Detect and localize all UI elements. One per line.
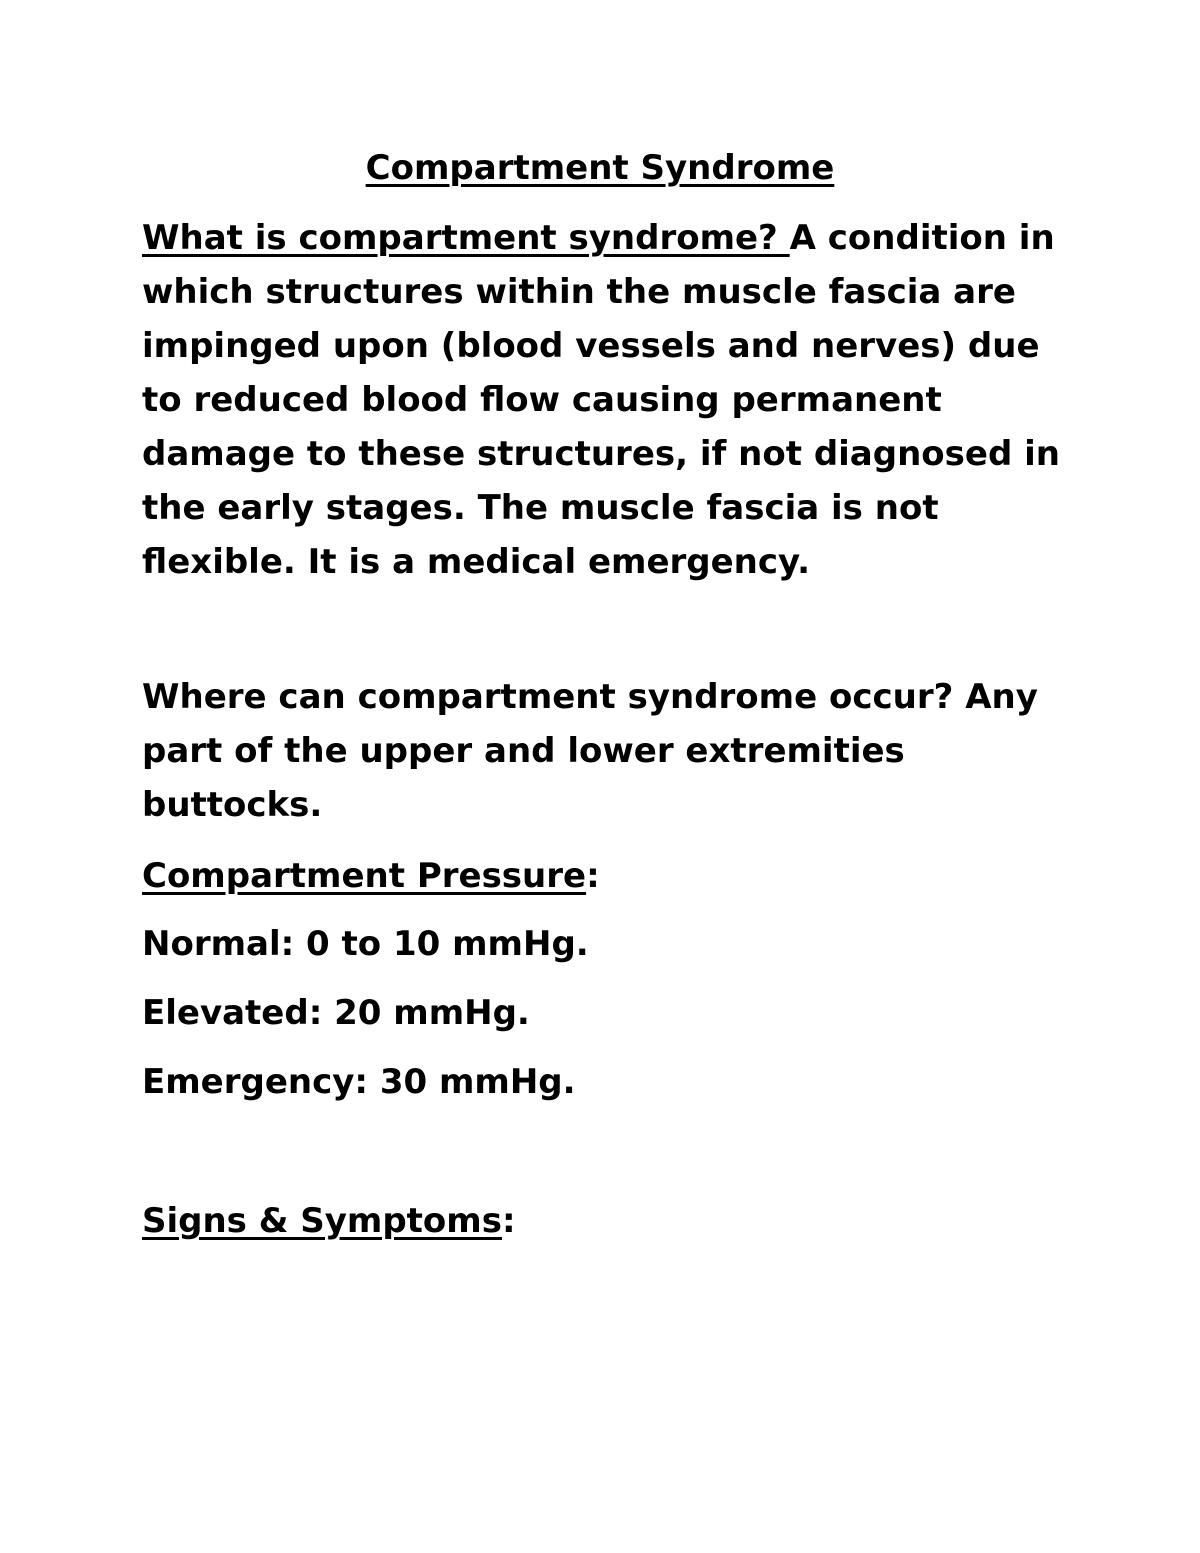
signs-heading-colon: : <box>501 1201 516 1241</box>
location-question: Where can compartment syndrome occur? <box>142 677 954 717</box>
pressure-normal: Normal: 0 to 10 mmHg. <box>142 924 589 964</box>
signs-heading <box>142 1199 516 1243</box>
pressure-emergency: Emergency: 30 mmHg. <box>142 1062 576 1102</box>
location-paragraph <box>142 670 1082 832</box>
definition-paragraph <box>142 211 1082 589</box>
definition-question: What is compartment syndrome? <box>142 218 790 258</box>
pressure-heading <box>142 854 600 898</box>
pressure-elevated: Elevated: 20 mmHg. <box>142 993 530 1033</box>
pressure-heading-colon: : <box>586 856 600 896</box>
signs-heading-text: Signs & Symptoms <box>142 1201 502 1241</box>
document-title: Compartment Syndrome <box>365 148 835 188</box>
definition-answer: A condition in which structures within the muscle fascia are impinged upon (blood vessels and nerves) due to reduced blood flow causing permanent damage to these structures, if not diagnosed in the early stages. The muscle fascia is not flexible. It is a medical emergency. <box>142 218 1060 582</box>
location-answer: Any part of the upper and lower extremities buttocks. <box>142 677 1038 825</box>
pressure-heading-text: Compartment Pressure <box>142 856 587 896</box>
